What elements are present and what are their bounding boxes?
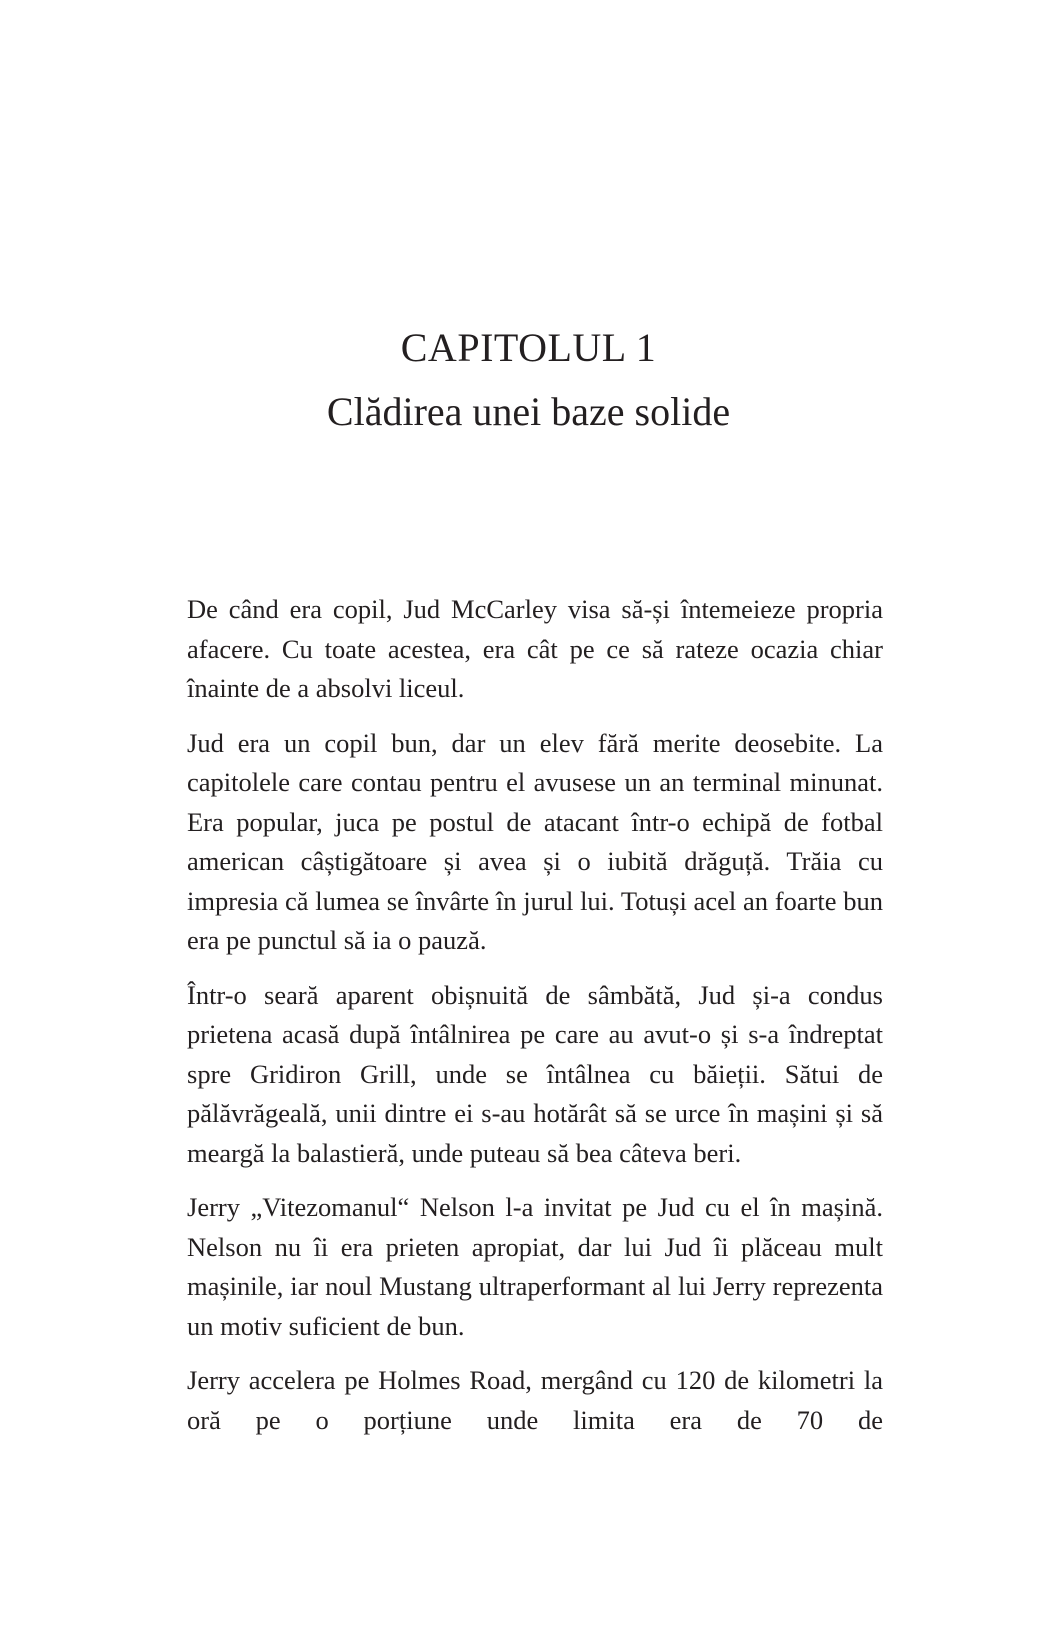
chapter-heading (0, 322, 1057, 438)
paragraph: Jerry „Vitezomanul“ Nelson l-a invitat pe Jud cu el în mașină. Nelson nu îi era prieten apropiat, dar lui Jud îi plăceau mult mașinile, iar noul Mustang ultraperformant al lui Jerry reprezenta un motiv suficient de bun. (187, 1192, 883, 1341)
chapter-title: Clădirea unei baze solide (326, 389, 731, 434)
chapter-body (187, 590, 883, 1455)
paragraph: Într-o seară aparent obișnuită de sâmbătă, Jud și-a condus prietena acasă după întâlnirea pe care au avut-o și s-a îndreptat spre Gridiron Grill, unde se întâlnea cu băieții. Sătui de pălăvrăgeală, unii dintre ei s-au hotărât să se urce în mașini și să meargă la balastieră, unde puteau să bea câteva beri. (187, 979, 883, 1168)
paragraph: De când era copil, Jud McCarley visa să-și întemeieze propria afacere. Cu toate acestea, era cât pe ce să rateze ocazia chiar înainte de a absolvi liceul. (187, 594, 883, 703)
paragraph: Jud era un copil bun, dar un elev fără merite deosebite. La capitolele care contau pentru el avusese un an terminal minunat. Era popular, juca pe postul de atacant într-o echipă de fotbal american câștigătoare și avea și o iubită drăguță. Trăia cu impresia că lumea se învârte în jurul lui. Totuși acel an foarte bun era pe punctul să ia o pauză. (187, 727, 883, 955)
paragraph: Jerry accelera pe Holmes Road, mergând cu 120 de kilometri la oră pe o porțiune unde limita era de 70 de (187, 1365, 883, 1435)
chapter-number: CAPITOLUL 1 (400, 325, 657, 370)
